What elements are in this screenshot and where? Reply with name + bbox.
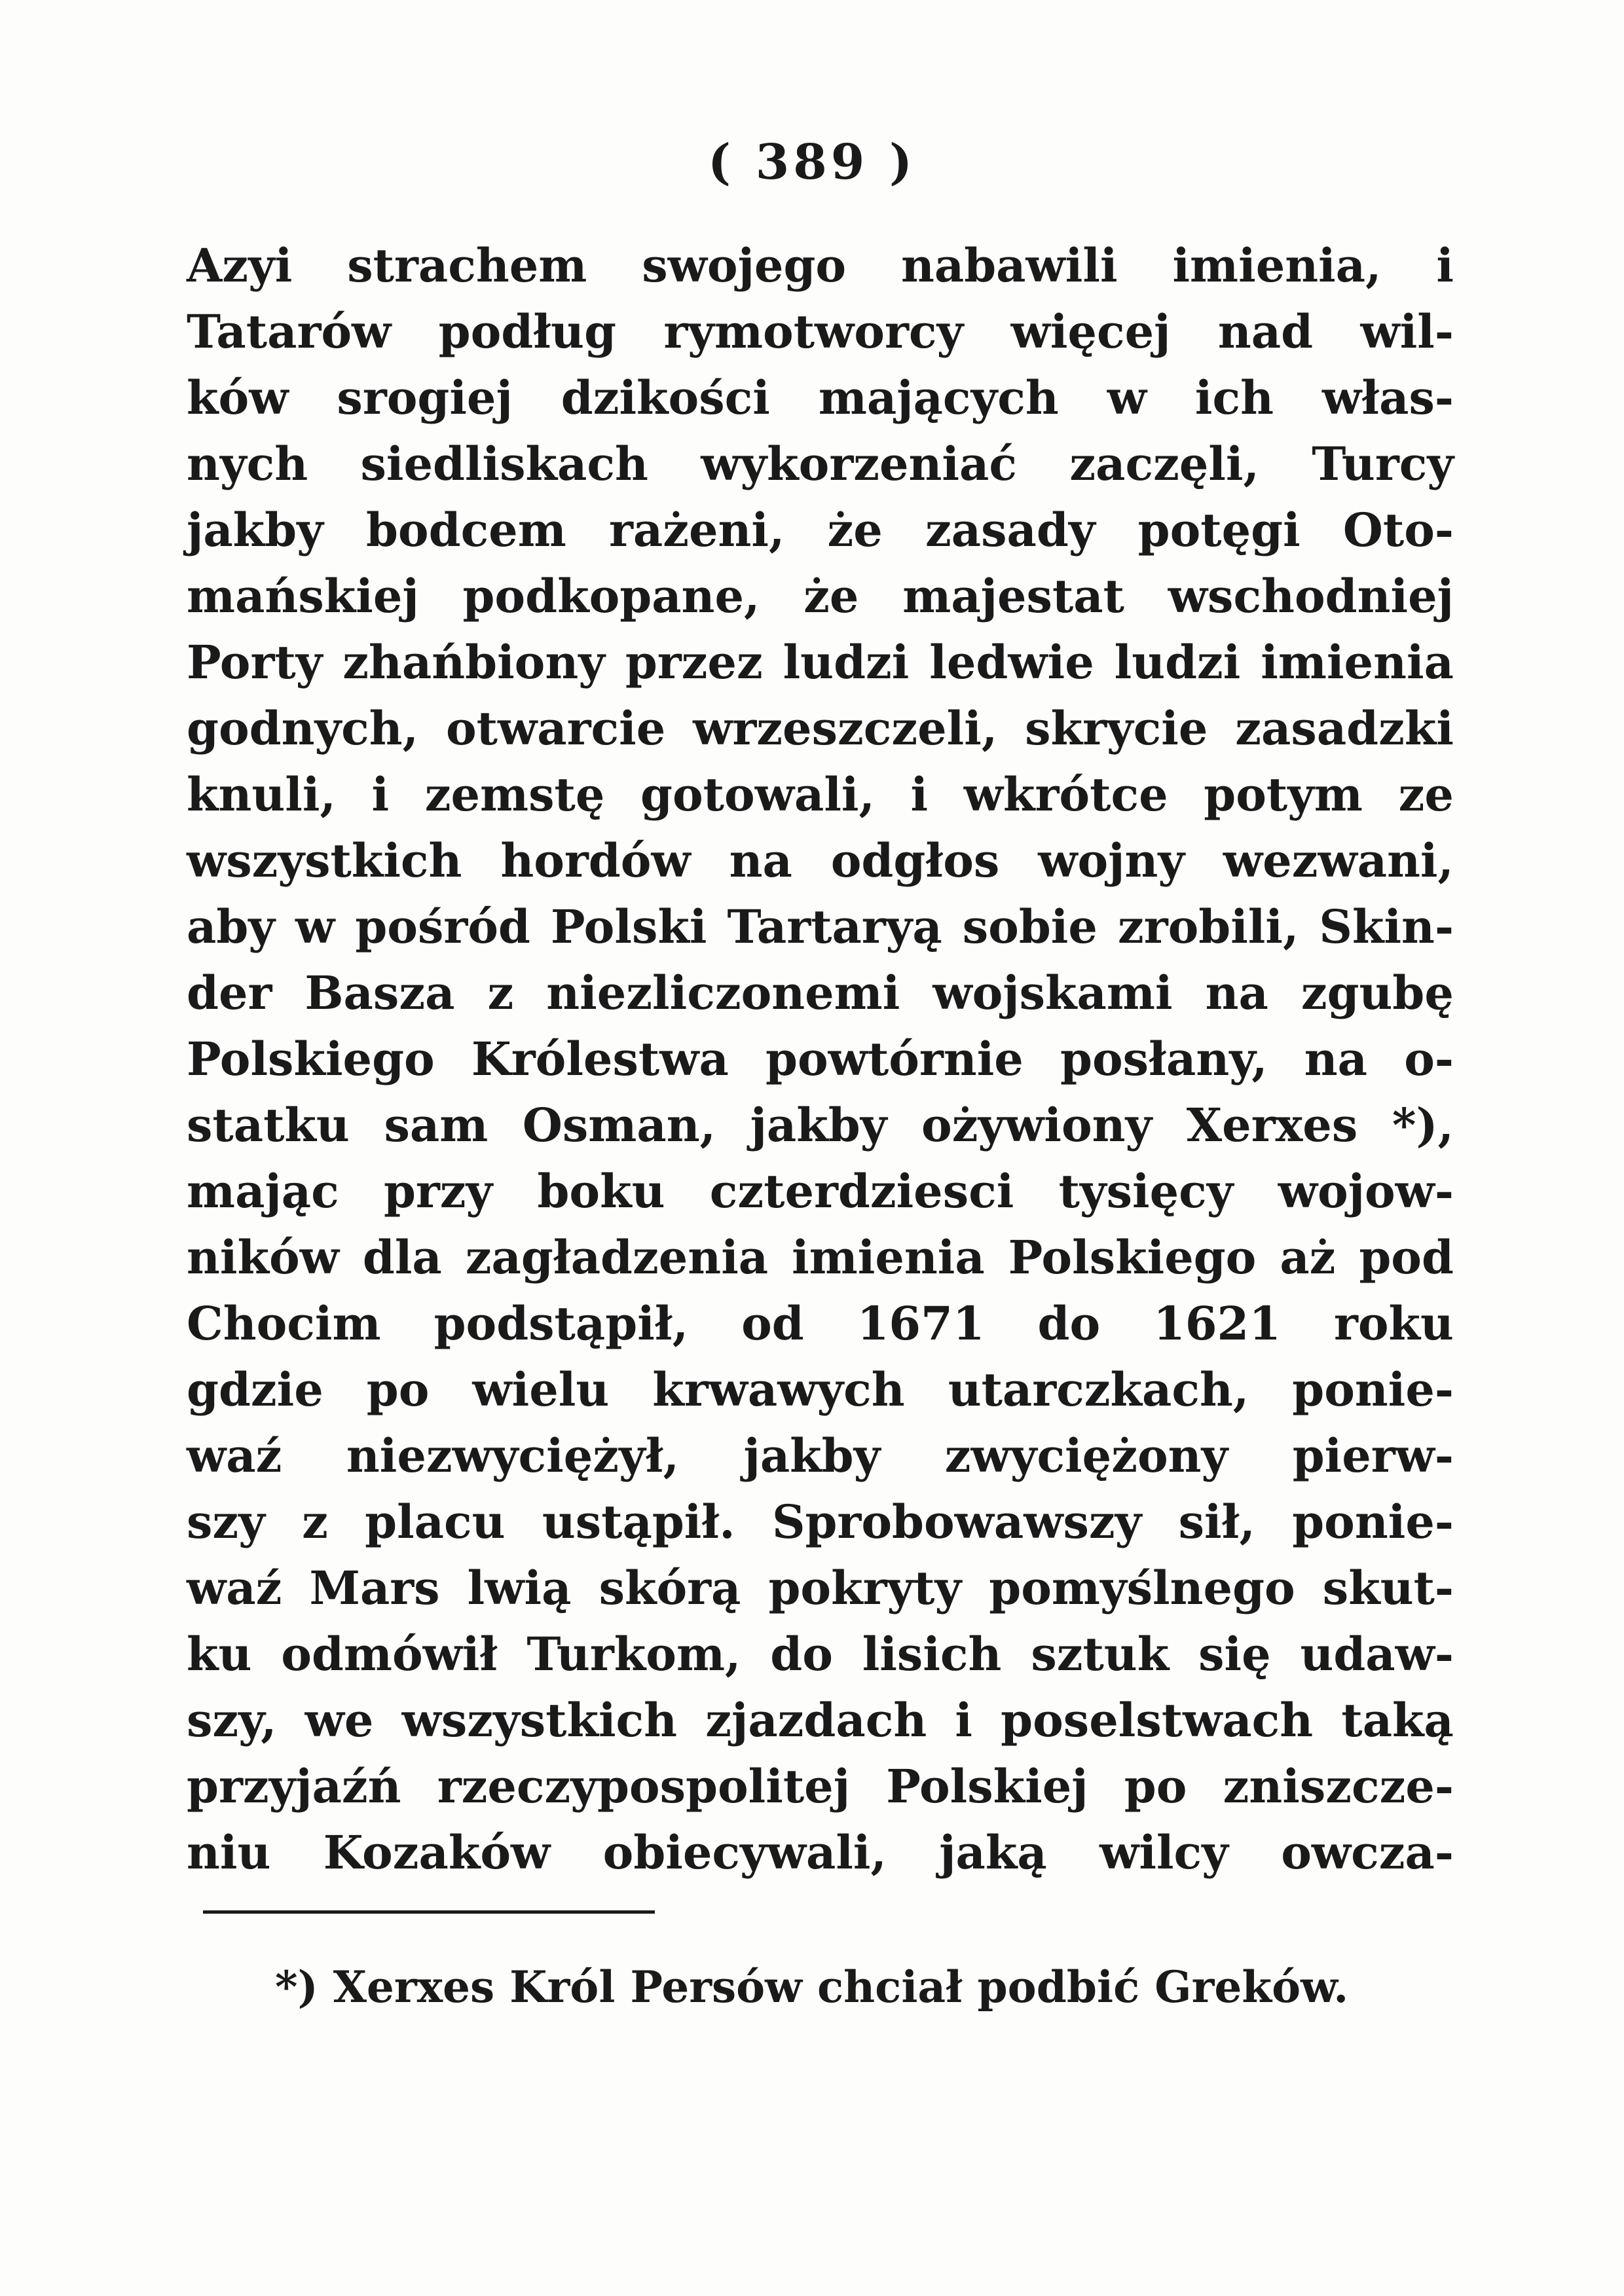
word: ze xyxy=(1398,767,1454,822)
word: niezliczonemi xyxy=(546,966,900,1020)
word: Porty xyxy=(187,635,323,689)
word: ledwie xyxy=(929,635,1094,689)
word: zaczęli, xyxy=(1069,437,1259,491)
footnote-rule xyxy=(203,1910,655,1914)
word: ich xyxy=(1194,371,1274,425)
word: po xyxy=(366,1362,430,1417)
word: pokryty xyxy=(768,1561,962,1615)
word: wrzeszczeli, xyxy=(693,701,998,756)
word: nabawili xyxy=(900,238,1118,293)
word: zgubę xyxy=(1301,966,1454,1020)
word: jakby xyxy=(743,1429,881,1483)
text-line xyxy=(187,1290,1454,1357)
word: zhańbiony xyxy=(342,635,605,689)
word: ludzi xyxy=(1114,635,1241,689)
word: od xyxy=(741,1296,804,1351)
word: sił, xyxy=(1178,1495,1255,1549)
word: podług xyxy=(438,304,617,359)
word: roku xyxy=(1333,1296,1454,1351)
word: zrobili, xyxy=(1117,900,1299,954)
text-line xyxy=(187,1357,1454,1423)
word: nych xyxy=(187,437,308,491)
word: sam xyxy=(384,1098,489,1152)
word: Turcy xyxy=(1312,437,1454,491)
word: skut- xyxy=(1322,1561,1454,1615)
word: nad xyxy=(1217,304,1314,359)
word: skórą xyxy=(599,1561,741,1615)
word: wykorzeniać xyxy=(701,437,1017,491)
word: gotowali, xyxy=(640,767,875,822)
word: i xyxy=(955,1693,972,1747)
word: placu xyxy=(365,1495,506,1549)
word: posłany, xyxy=(1060,1032,1268,1086)
word: waź xyxy=(187,1429,282,1483)
word: Skin- xyxy=(1319,900,1454,954)
word: mając xyxy=(187,1164,339,1218)
word: jaką xyxy=(939,1825,1047,1880)
word: i xyxy=(910,767,929,822)
word: pomyślnego xyxy=(989,1561,1295,1615)
text-line xyxy=(187,299,1454,365)
text-line xyxy=(187,365,1454,431)
word: wszystkich xyxy=(401,1693,678,1747)
word: Tatarów xyxy=(187,304,392,359)
word: wszystkich xyxy=(187,833,462,888)
word: przy xyxy=(383,1164,493,1218)
word: przyjaźń xyxy=(187,1759,401,1813)
word: wil- xyxy=(1360,304,1454,359)
word: zniszcze- xyxy=(1223,1759,1454,1813)
word: w xyxy=(1107,371,1147,425)
word: bodcem xyxy=(365,503,566,557)
text-line xyxy=(187,1423,1454,1489)
text-line xyxy=(187,232,1454,299)
word: tysięcy xyxy=(1058,1164,1234,1218)
text-line xyxy=(187,960,1454,1026)
word: zasadzki xyxy=(1235,701,1454,756)
word: odmówił xyxy=(281,1627,498,1681)
word: utarczkach, xyxy=(948,1362,1249,1417)
word: z xyxy=(302,1495,328,1549)
word: ustąpił. xyxy=(542,1495,735,1549)
word: siedliskach xyxy=(360,437,648,491)
word: wojny xyxy=(1038,833,1185,888)
word: *), xyxy=(1392,1098,1454,1152)
word: do xyxy=(1037,1296,1101,1351)
word: imienia xyxy=(1261,635,1454,689)
word: pierw- xyxy=(1292,1429,1454,1483)
text-line xyxy=(187,894,1454,960)
word: ków xyxy=(187,371,289,425)
word: pośród xyxy=(355,900,530,954)
word: czterdziesci xyxy=(709,1164,1014,1218)
text-line xyxy=(187,1158,1454,1224)
word: o- xyxy=(1404,1032,1454,1086)
body-text xyxy=(187,232,1454,1886)
word: więcej xyxy=(1010,304,1171,359)
word: szy, xyxy=(187,1693,277,1747)
word: Mars xyxy=(309,1561,440,1615)
word: Turkom, xyxy=(526,1627,741,1681)
word: na xyxy=(1205,966,1268,1020)
word: rażeni, xyxy=(608,503,785,557)
text-line xyxy=(187,1026,1454,1092)
page-number: ( 389 ) xyxy=(707,134,917,191)
word: do xyxy=(770,1627,833,1681)
word: z xyxy=(487,966,514,1020)
word: wezwani, xyxy=(1223,833,1454,888)
word: lwią xyxy=(467,1561,572,1615)
word: mańskiej xyxy=(187,569,419,623)
word: boku xyxy=(537,1164,665,1218)
word: przez xyxy=(625,635,763,689)
word: sztuk xyxy=(1031,1627,1170,1681)
text-line xyxy=(187,828,1454,894)
word: Chocim xyxy=(187,1296,381,1351)
word: podstąpił, xyxy=(434,1296,689,1351)
word: Xerxes xyxy=(1186,1098,1358,1152)
word: rymotworcy xyxy=(663,304,964,359)
text-line xyxy=(187,431,1454,497)
word: imienia, xyxy=(1172,238,1382,293)
word: lisich xyxy=(862,1627,1002,1681)
word: mających xyxy=(818,371,1059,425)
word: we xyxy=(304,1693,374,1747)
text-line xyxy=(187,629,1454,695)
word: podkopane, xyxy=(462,569,760,623)
word: Sprobowawszy xyxy=(771,1495,1142,1549)
word: Polskiego xyxy=(187,1032,435,1086)
word: i xyxy=(371,767,390,822)
word: szy xyxy=(187,1495,265,1549)
text-line xyxy=(187,1489,1454,1555)
word: potęgi xyxy=(1137,503,1301,557)
word: dzikości xyxy=(561,371,770,425)
word: Azyi xyxy=(187,238,293,293)
text-line xyxy=(187,1687,1454,1753)
word: 1621 xyxy=(1153,1296,1281,1351)
text-line xyxy=(187,1753,1454,1819)
word: Oto- xyxy=(1342,503,1454,557)
word: ponie- xyxy=(1292,1362,1454,1417)
word: wschodniej xyxy=(1168,569,1454,623)
word: ników xyxy=(187,1230,339,1285)
word: aby xyxy=(187,900,275,954)
word: Kozaków xyxy=(323,1825,551,1880)
word: strachem xyxy=(347,238,587,293)
word: potym xyxy=(1204,767,1363,822)
word: wielu xyxy=(472,1362,610,1417)
word: niu xyxy=(187,1825,271,1880)
word: zwyciężony xyxy=(944,1429,1228,1483)
word: krwawych xyxy=(652,1362,905,1417)
text-line xyxy=(187,1555,1454,1621)
word: gdzie xyxy=(187,1362,323,1417)
word: swojego xyxy=(642,238,847,293)
word: srogiej xyxy=(337,371,513,425)
text-line xyxy=(187,1819,1454,1886)
word: statku xyxy=(187,1098,350,1152)
word: majestat xyxy=(902,569,1124,623)
word: Polski xyxy=(550,900,707,954)
text-line xyxy=(187,497,1454,563)
word: włas- xyxy=(1321,371,1454,425)
word: jakby xyxy=(187,503,323,557)
word: rzeczypospolitej xyxy=(437,1759,851,1813)
word: że xyxy=(803,569,859,623)
word: sobie xyxy=(962,900,1098,954)
word: Basza xyxy=(304,966,455,1020)
word: się xyxy=(1198,1627,1271,1681)
word: skrycie xyxy=(1025,701,1208,756)
word: der xyxy=(187,966,272,1020)
word: otwarcie xyxy=(445,701,666,756)
text-line xyxy=(187,695,1454,761)
word: jakby xyxy=(750,1098,887,1152)
word: w xyxy=(295,900,335,954)
text-line xyxy=(187,1092,1454,1158)
word: Królestwa xyxy=(471,1032,729,1086)
word: zagładzenia xyxy=(465,1230,769,1285)
word: zjazdach xyxy=(705,1693,927,1747)
word: że xyxy=(827,503,883,557)
word: po xyxy=(1124,1759,1187,1813)
text-line xyxy=(187,1224,1454,1290)
word: powtórnie xyxy=(766,1032,1024,1086)
word: obiecywali, xyxy=(602,1825,887,1880)
word: zasady xyxy=(925,503,1096,557)
word: imienia xyxy=(792,1230,985,1285)
word: wilcy xyxy=(1099,1825,1228,1880)
word: ku xyxy=(187,1627,252,1681)
word: ponie- xyxy=(1292,1495,1454,1549)
word: dla xyxy=(362,1230,442,1285)
word: 1671 xyxy=(857,1296,985,1351)
word: pod xyxy=(1359,1230,1454,1285)
word: zemstę xyxy=(424,767,605,822)
word: Polskiego xyxy=(1008,1230,1257,1285)
word: wojskami xyxy=(932,966,1173,1020)
word: na xyxy=(1304,1032,1368,1086)
word: wkrótce xyxy=(963,767,1168,822)
word: wojow- xyxy=(1278,1164,1454,1218)
word: hordów xyxy=(500,833,691,888)
text-line xyxy=(187,1621,1454,1687)
word: poselstwach xyxy=(1001,1693,1314,1747)
word: odgłos xyxy=(830,833,1000,888)
word: knuli, xyxy=(187,767,336,822)
word: aż xyxy=(1280,1230,1336,1285)
word: niezwyciężył, xyxy=(346,1429,680,1483)
word: i xyxy=(1436,238,1454,293)
word: udaw- xyxy=(1300,1627,1454,1681)
word: Osman, xyxy=(522,1098,716,1152)
word: waź xyxy=(187,1561,282,1615)
word: taką xyxy=(1341,1693,1454,1747)
text-line xyxy=(187,563,1454,629)
word: godnych, xyxy=(187,701,419,756)
word: na xyxy=(729,833,792,888)
word: ożywiony xyxy=(921,1098,1153,1152)
word: ludzi xyxy=(783,635,910,689)
word: owcza- xyxy=(1281,1825,1454,1880)
text-line xyxy=(187,761,1454,828)
word: Tartaryą xyxy=(727,900,942,954)
footnote: *) Xerxes Król Persów chciał podbić Greków. xyxy=(275,1961,1349,2013)
word: Polskiej xyxy=(886,1759,1088,1813)
